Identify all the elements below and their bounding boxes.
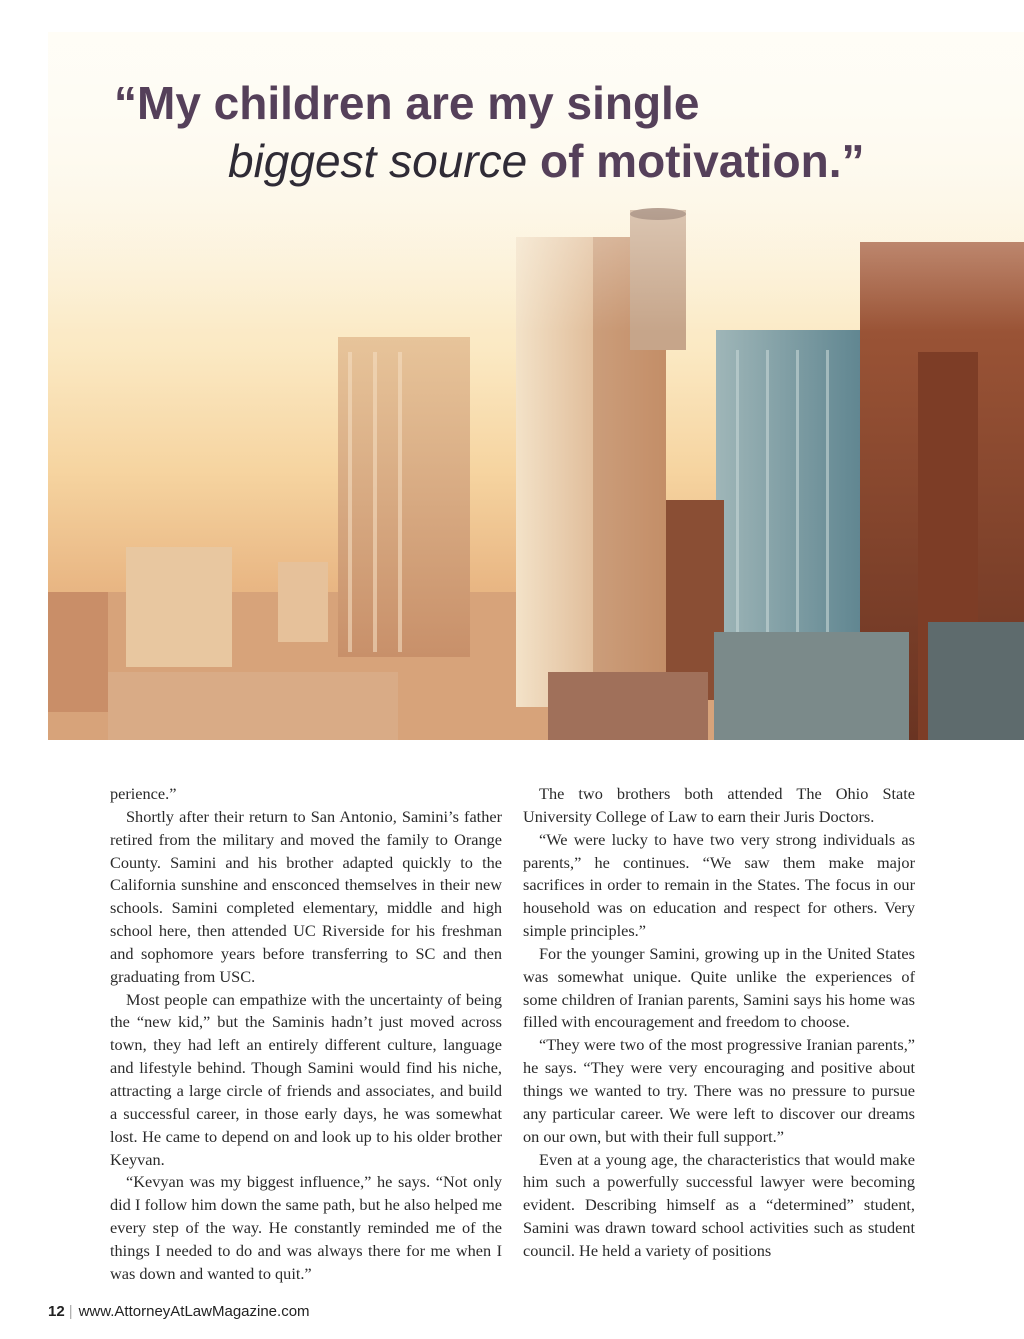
article-paragraph: Shortly after their return to San Antonio, Samini’s father retired from the military and moved the family to Orange County. Samini and his brother adapted quickly to the California sunshine and ensconced themselves in their new schools. Samini completed elementary, middle and high school here, then attended UC Riverside for his freshman and sophomore years before transferring to SC and then graduating from USC.	[110, 806, 502, 986]
article-paragraph: Even at a young age, the characteristics that would make him such a powerfully successful lawyer were becoming evident. Describing himself as a “determined” student, Samini was drawn toward school activities such as student council. He held a variety of positions	[523, 1149, 915, 1260]
pull-quote-line-1: “My children are my single	[114, 77, 700, 129]
article-paragraph: “Kevyan was my biggest influence,” he says. “Not only did I follow him down the same path, but he also helped me every step of the way. He constantly reminded me of the things I needed to do and was always there for me when I was down and wanted to quit.”	[110, 1172, 502, 1283]
article-left-column	[110, 783, 502, 1286]
pull-quote	[48, 32, 1024, 232]
article-paragraph: Most people can empathize with the uncertainty of being the “new kid,” but the Saminis hadn’t just moved across town, they had left an entirely different culture, language and lifestyle behind. Though Samini would find his niche, attracting a large circle of friends and associates, and build a successful career, in those early days, he was somewhat lost. He came to depend on and look up to his older brother Keyvan.	[110, 989, 502, 1169]
article-right-column	[523, 783, 915, 1263]
website-link[interactable]: www.AttorneyAtLawMagazine.com	[78, 1303, 310, 1320]
pull-quote-emphasis: biggest source	[228, 135, 528, 187]
article-paragraph: The two brothers both attended The Ohio State University College of Law to earn their Juris Doctors.	[523, 784, 915, 826]
article-paragraph: “They were two of the most progressive Iranian parents,” he says. “They were very encouraging and positive about things we wanted to try. There was no pressure to pursue any particular career. We were left to discover our dreams on our own, but with their full support.”	[523, 1035, 915, 1146]
hero-image	[48, 32, 1024, 740]
page-footer	[48, 1303, 310, 1325]
pull-quote-line-2-rest: of motivation.”	[527, 135, 865, 187]
article-paragraph: “We were lucky to have two very strong individuals as parents,” he continues. “We saw them make major sacrifices in order to remain in the States. The focus in our household was on education and respect for others. Very simple principles.”	[523, 829, 915, 941]
article-paragraph: perience.”	[110, 784, 177, 803]
page-number: 12	[48, 1303, 65, 1320]
footer-separator: |	[68, 1303, 73, 1320]
pull-quote-line-2	[228, 132, 865, 190]
article-paragraph: For the younger Samini, growing up in the United States was somewhat unique. Quite unlike the experiences of some children of Iranian parents, Samini says his home was filled with encouragement and freedom to choose.	[523, 943, 915, 1032]
